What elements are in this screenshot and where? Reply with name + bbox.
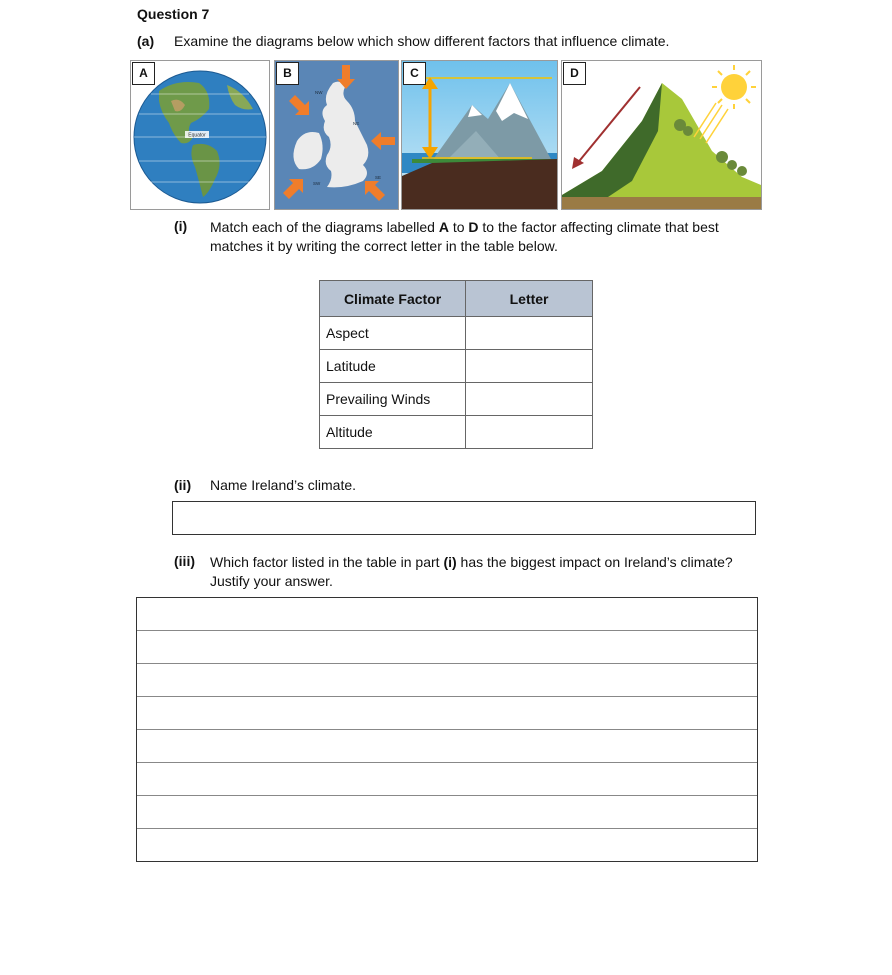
header-letter: Letter — [466, 281, 593, 317]
diagram-b-letter: B — [276, 62, 299, 85]
table-row — [320, 383, 593, 416]
letter-answer-cell[interactable] — [466, 350, 593, 383]
header-climate-factor: Climate Factor — [320, 281, 466, 317]
answer-line[interactable] — [137, 664, 757, 697]
factor-cell: Latitude — [320, 350, 466, 383]
wind-label-ne: NE — [353, 121, 360, 126]
wind-label-se: SE — [375, 175, 382, 180]
table-row — [320, 416, 593, 449]
answer-line[interactable] — [137, 697, 757, 730]
letter-answer-cell[interactable] — [466, 317, 593, 350]
answer-line[interactable] — [137, 763, 757, 796]
diagram-a — [130, 60, 270, 210]
diagram-a-letter: A — [132, 62, 155, 85]
diagram-b — [274, 60, 399, 210]
answer-line[interactable] — [137, 829, 757, 861]
part-ii-question: Name Ireland’s climate. — [210, 477, 357, 493]
letter-answer-cell[interactable] — [466, 416, 593, 449]
question-title: Question 7 — [137, 6, 210, 22]
factor-cell: Altitude — [320, 416, 466, 449]
part-ii-label: (ii) — [174, 477, 192, 493]
mountain-aspect-sun-icon — [562, 61, 761, 209]
justification-answer-area[interactable] — [136, 597, 758, 862]
table-row — [320, 317, 593, 350]
part-i-instructions: Match each of the diagrams labelled A to D to the factor affecting climate that best matches it by writing the correct letter in the table below. — [210, 219, 719, 254]
wind-label-nw: NW — [315, 90, 323, 95]
wind-label-sw: SW — [313, 181, 321, 186]
part-iii-label: (iii) — [174, 553, 195, 569]
part-a-label: (a) — [137, 33, 155, 49]
diagram-d-letter: D — [563, 62, 586, 85]
diagram-c-letter: C — [403, 62, 426, 85]
part-a-instructions: Examine the diagrams below which show different factors that influence climate. — [174, 33, 670, 49]
answer-line[interactable] — [137, 598, 757, 631]
factor-cell: Aspect — [320, 317, 466, 350]
answer-line[interactable] — [137, 796, 757, 829]
factor-cell: Prevailing Winds — [320, 383, 466, 416]
answer-line[interactable] — [137, 631, 757, 664]
letter-answer-cell[interactable] — [466, 383, 593, 416]
part-i-label: (i) — [174, 218, 188, 234]
diagram-d — [561, 60, 762, 210]
part-iii-question: Which factor listed in the table in part (i) has the biggest impact on Ireland’s climate? Justify your answer. — [210, 554, 733, 589]
climate-factor-table — [319, 280, 593, 449]
answer-line[interactable] — [137, 730, 757, 763]
climate-answer-box[interactable] — [172, 501, 756, 535]
table-row — [320, 350, 593, 383]
diagram-c — [401, 60, 558, 210]
equator-label: Equator — [188, 132, 206, 139]
